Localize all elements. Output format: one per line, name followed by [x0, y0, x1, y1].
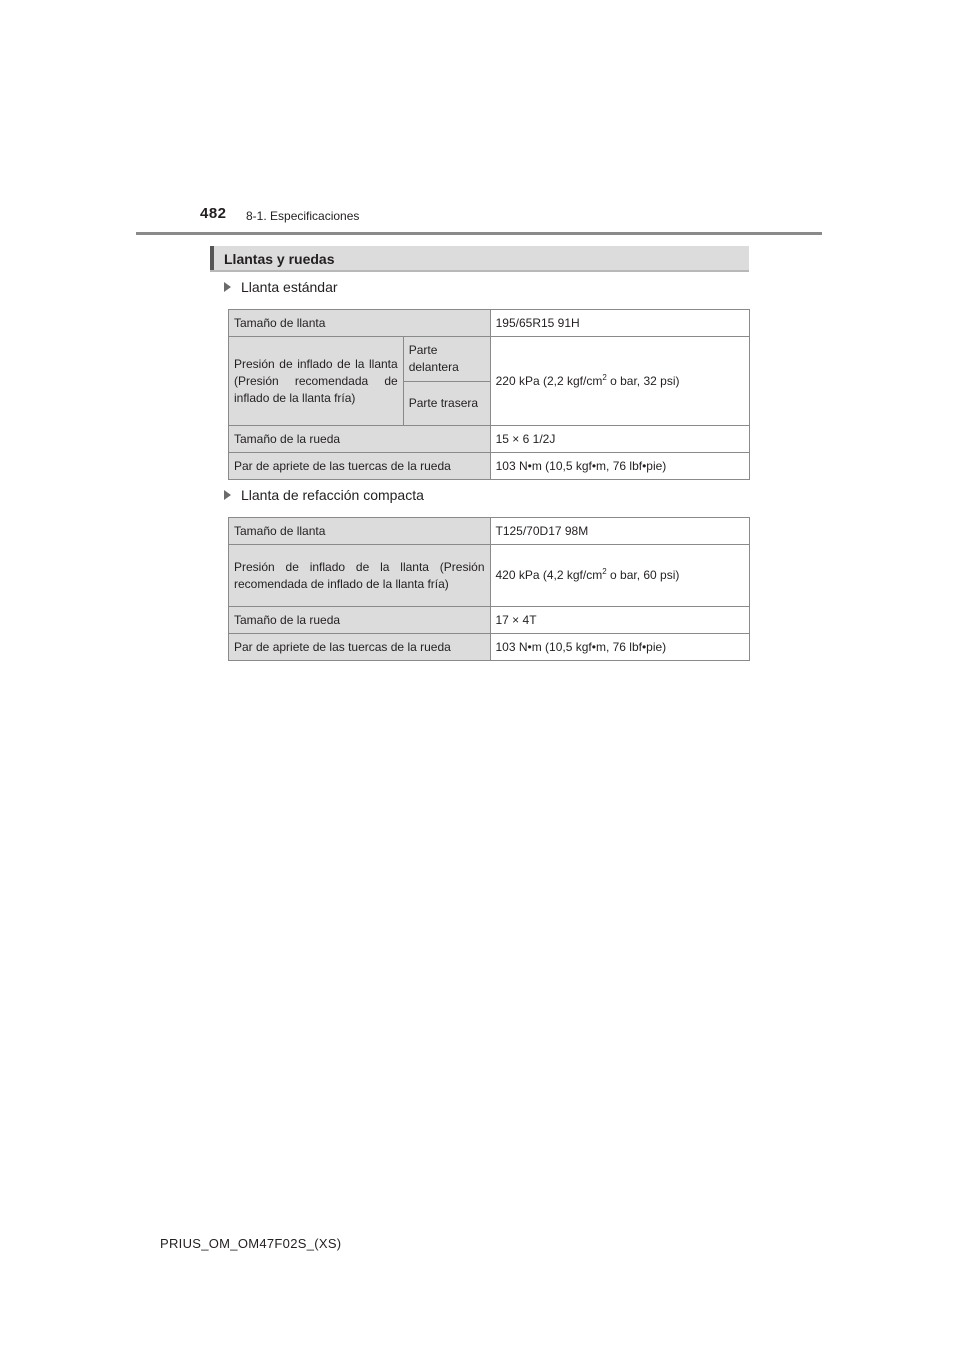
- bullet-triangle-icon: [224, 490, 231, 500]
- bullet-compact: [224, 487, 424, 503]
- torque-label: Par de apriete de las tuercas de la rueda: [229, 453, 491, 480]
- pressure-value: [490, 337, 749, 426]
- pressure-label: Presión de inflado de la llanta (Presión recomendada de inflado de la llanta fría): [229, 337, 404, 426]
- wheel-size-value: 17 × 4T: [490, 607, 750, 634]
- wheel-size-label: Tamaño de la rueda: [229, 426, 491, 453]
- wheel-size-label: Tamaño de la rueda: [229, 607, 491, 634]
- rear-label: Parte trasera: [403, 382, 490, 426]
- tire-size-label: Tamaño de llanta: [229, 518, 491, 545]
- wheel-size-value: 15 × 6 1/2J: [490, 426, 749, 453]
- bullet-compact-text: Llanta de refacción compacta: [241, 487, 424, 503]
- table-row: [229, 337, 750, 382]
- table-row: [229, 607, 750, 634]
- section-heading-text: Llantas y ruedas: [224, 251, 335, 267]
- pressure-value-main: 420 kPa (4,2 kgf/cm: [495, 568, 603, 582]
- section-heading: [210, 246, 749, 272]
- table-row: [229, 426, 750, 453]
- standard-tire-table: [228, 309, 750, 480]
- pressure-value-main: 220 kPa (2,2 kgf/cm: [495, 373, 603, 388]
- tire-size-value: 195/65R15 91H: [490, 310, 749, 337]
- pressure-value: [490, 545, 750, 607]
- footer-code: PRIUS_OM_OM47F02S_(XS): [160, 1236, 342, 1251]
- pressure-value-sup: 2: [602, 567, 607, 576]
- bullet-standard-text: Llanta estándar: [241, 279, 338, 295]
- bullet-triangle-icon: [224, 282, 231, 292]
- table-row: [229, 453, 750, 480]
- bullet-standard: [224, 279, 338, 295]
- page-number: 482: [200, 205, 227, 222]
- torque-value: 103 N•m (10,5 kgf•m, 76 lbf•pie): [490, 453, 749, 480]
- header-rule: [136, 232, 822, 235]
- compact-tire-table: [228, 517, 750, 661]
- table-row: [229, 634, 750, 661]
- table-row: [229, 545, 750, 607]
- section-label: 8-1. Especificaciones: [246, 209, 360, 223]
- tire-size-value: T125/70D17 98M: [490, 518, 750, 545]
- pressure-value-sup: 2: [602, 372, 607, 382]
- tire-size-label: Tamaño de llanta: [229, 310, 491, 337]
- table-row: [229, 518, 750, 545]
- torque-value: 103 N•m (10,5 kgf•m, 76 lbf•pie): [490, 634, 750, 661]
- torque-label: Par de apriete de las tuercas de la rueda: [229, 634, 491, 661]
- front-label: Parte delantera: [403, 337, 490, 382]
- pressure-value-rest: o bar, 32 psi): [606, 373, 680, 388]
- pressure-label: Presión de inflado de la llanta (Presión recomendada de inflado de la llanta fría): [229, 545, 491, 607]
- table-row: [229, 310, 750, 337]
- pressure-value-rest: o bar, 60 psi): [606, 568, 680, 582]
